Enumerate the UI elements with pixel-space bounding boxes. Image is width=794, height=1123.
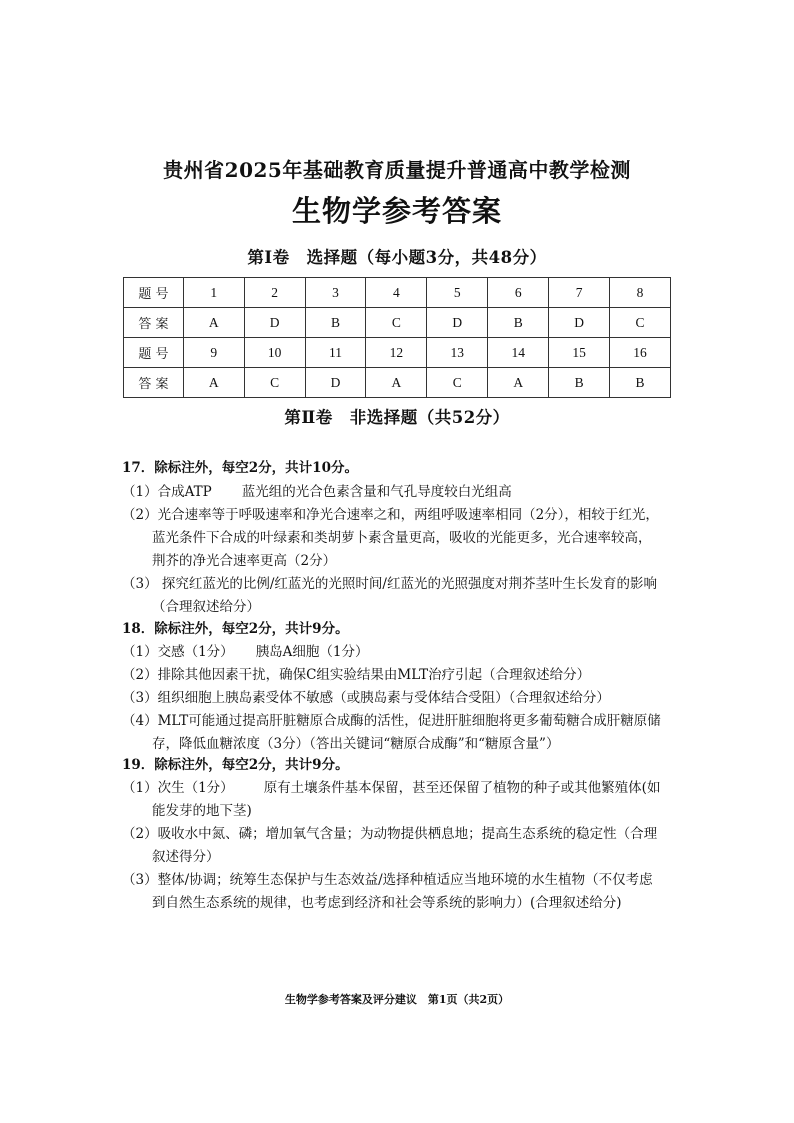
q18-answer-1-text: 胰岛A细胞（1分） [255,644,369,660]
q19-answer-1 [122,776,660,796]
section-1-heading: 第Ⅰ卷 选择题（每小题3分，共48分） [247,248,547,267]
row-label: 答 案 [124,308,184,338]
q19-answer-2-line2: 叙述得分） [152,849,220,865]
table-cell: 12 [366,338,427,368]
q19-answer-3-line2: 到自然生态系统的规律，也考虑到经济和社会等系统的影响力）(合理叙述给分) [152,895,622,911]
table-cell: B [488,308,549,338]
row-label: 答 案 [124,368,184,398]
table-cell: 9 [183,338,244,368]
q17-answer-3-line2: （合理叙述给分） [152,599,260,615]
q17-answer-2-line2: 蓝光条件下合成的叶绿素和类胡萝卜素含量更高，吸收的光能更多，光合速率较高， [152,530,652,546]
table-row [124,368,671,398]
table-cell: 6 [488,278,549,308]
page-footer: 生物学参考答案及评分建议 第1页（共2页） [284,993,510,1006]
q17-answer-1 [122,480,512,500]
table-cell: 14 [488,338,549,368]
table-cell: B [305,308,366,338]
row-label: 题 号 [124,338,184,368]
table-cell: B [549,368,610,398]
table-cell: B [610,368,671,398]
q19-answer-1-text: 原有土壤条件基本保留，甚至还保留了植物的种子或其他繁殖体(如 [263,780,661,796]
table-cell: C [610,308,671,338]
q18-answer-1 [122,640,369,660]
q19-answer-1-line2: 能发芽的地下茎) [152,803,252,819]
q18-answer-1-label: （1）交感（1分） [122,644,234,660]
document-subtitle: 生物学参考答案 [291,194,502,228]
page-title: 贵州省2025年基础教育质量提升普通高中教学检测 [163,158,631,182]
q17-answer-1-label: （1）合成ATP [122,484,212,500]
table-cell: 8 [610,278,671,308]
table-cell: 2 [244,278,305,308]
q17-answer-1-text: 蓝光组的光合色素含量和气孔导度较白光组高 [241,484,512,500]
table-cell: 10 [244,338,305,368]
table-cell: C [427,368,488,398]
q19-answer-1-label: （1）次生（1分） [122,780,234,796]
table-cell: C [244,368,305,398]
table-cell: D [427,308,488,338]
table-cell: 13 [427,338,488,368]
q19-answer-3-line1: （3）整体/协调；统筹生态保护与生态效益/选择种植适应当地环境的水生植物（不仅考虑 [122,872,653,888]
q17-title: 17．除标注外，每空2分，共计10分。 [122,460,358,476]
table-row [124,338,671,368]
table-cell: 3 [305,278,366,308]
q17-answer-2-line3: 荆芥的净光合速率更高（2分） [152,553,337,569]
q18-answer-4-line1: （4）MLT可能通过提高肝脏糖原合成酶的活性，促进肝脏细胞将更多葡萄糖合成肝糖原储 [122,713,661,729]
q17-answer-2-line1: （2）光合速率等于呼吸速率和净光合速率之和，两组呼吸速率相同（2分），相较于红光， [122,507,659,523]
answer-table [123,277,671,398]
table-row [124,308,671,338]
table-cell: D [305,368,366,398]
table-cell: D [549,308,610,338]
table-cell: A [366,368,427,398]
table-cell: A [183,308,244,338]
table-cell: D [244,308,305,338]
table-cell: 5 [427,278,488,308]
q19-title: 19．除标注外，每空2分，共计9分。 [122,757,349,773]
q18-answer-3: （3）组织细胞上胰岛素受体不敏感（或胰岛素与受体结合受阻）（合理叙述给分） [122,690,610,706]
q18-title: 18．除标注外，每空2分，共计9分。 [122,621,349,637]
q18-answer-2: （2）排除其他因素干扰，确保C组实验结果由MLT治疗引起（合理叙述给分） [122,667,591,683]
table-cell: C [366,308,427,338]
table-cell: 11 [305,338,366,368]
row-label: 题 号 [124,278,184,308]
q18-answer-4-line2: 存，降低血糖浓度（3分）（答出关键词“糖原合成酶”和“糖原含量”） [152,736,560,752]
table-cell: 16 [610,338,671,368]
table-cell: 7 [549,278,610,308]
table-row [124,278,671,308]
table-cell: 15 [549,338,610,368]
q19-answer-2-line1: （2）吸收水中氮、磷；增加氧气含量；为动物提供栖息地；提高生态系统的稳定性（合理 [122,826,658,842]
q17-answer-3-line1: （3） 探究红蓝光的比例/红蓝光的光照时间/红蓝光的光照强度对荆芥茎叶生长发育的影响 [122,576,657,592]
table-cell: 1 [183,278,244,308]
table-cell: A [488,368,549,398]
table-cell: A [183,368,244,398]
section-2-heading: 第Ⅱ卷 非选择题（共52分） [284,408,510,427]
table-cell: 4 [366,278,427,308]
